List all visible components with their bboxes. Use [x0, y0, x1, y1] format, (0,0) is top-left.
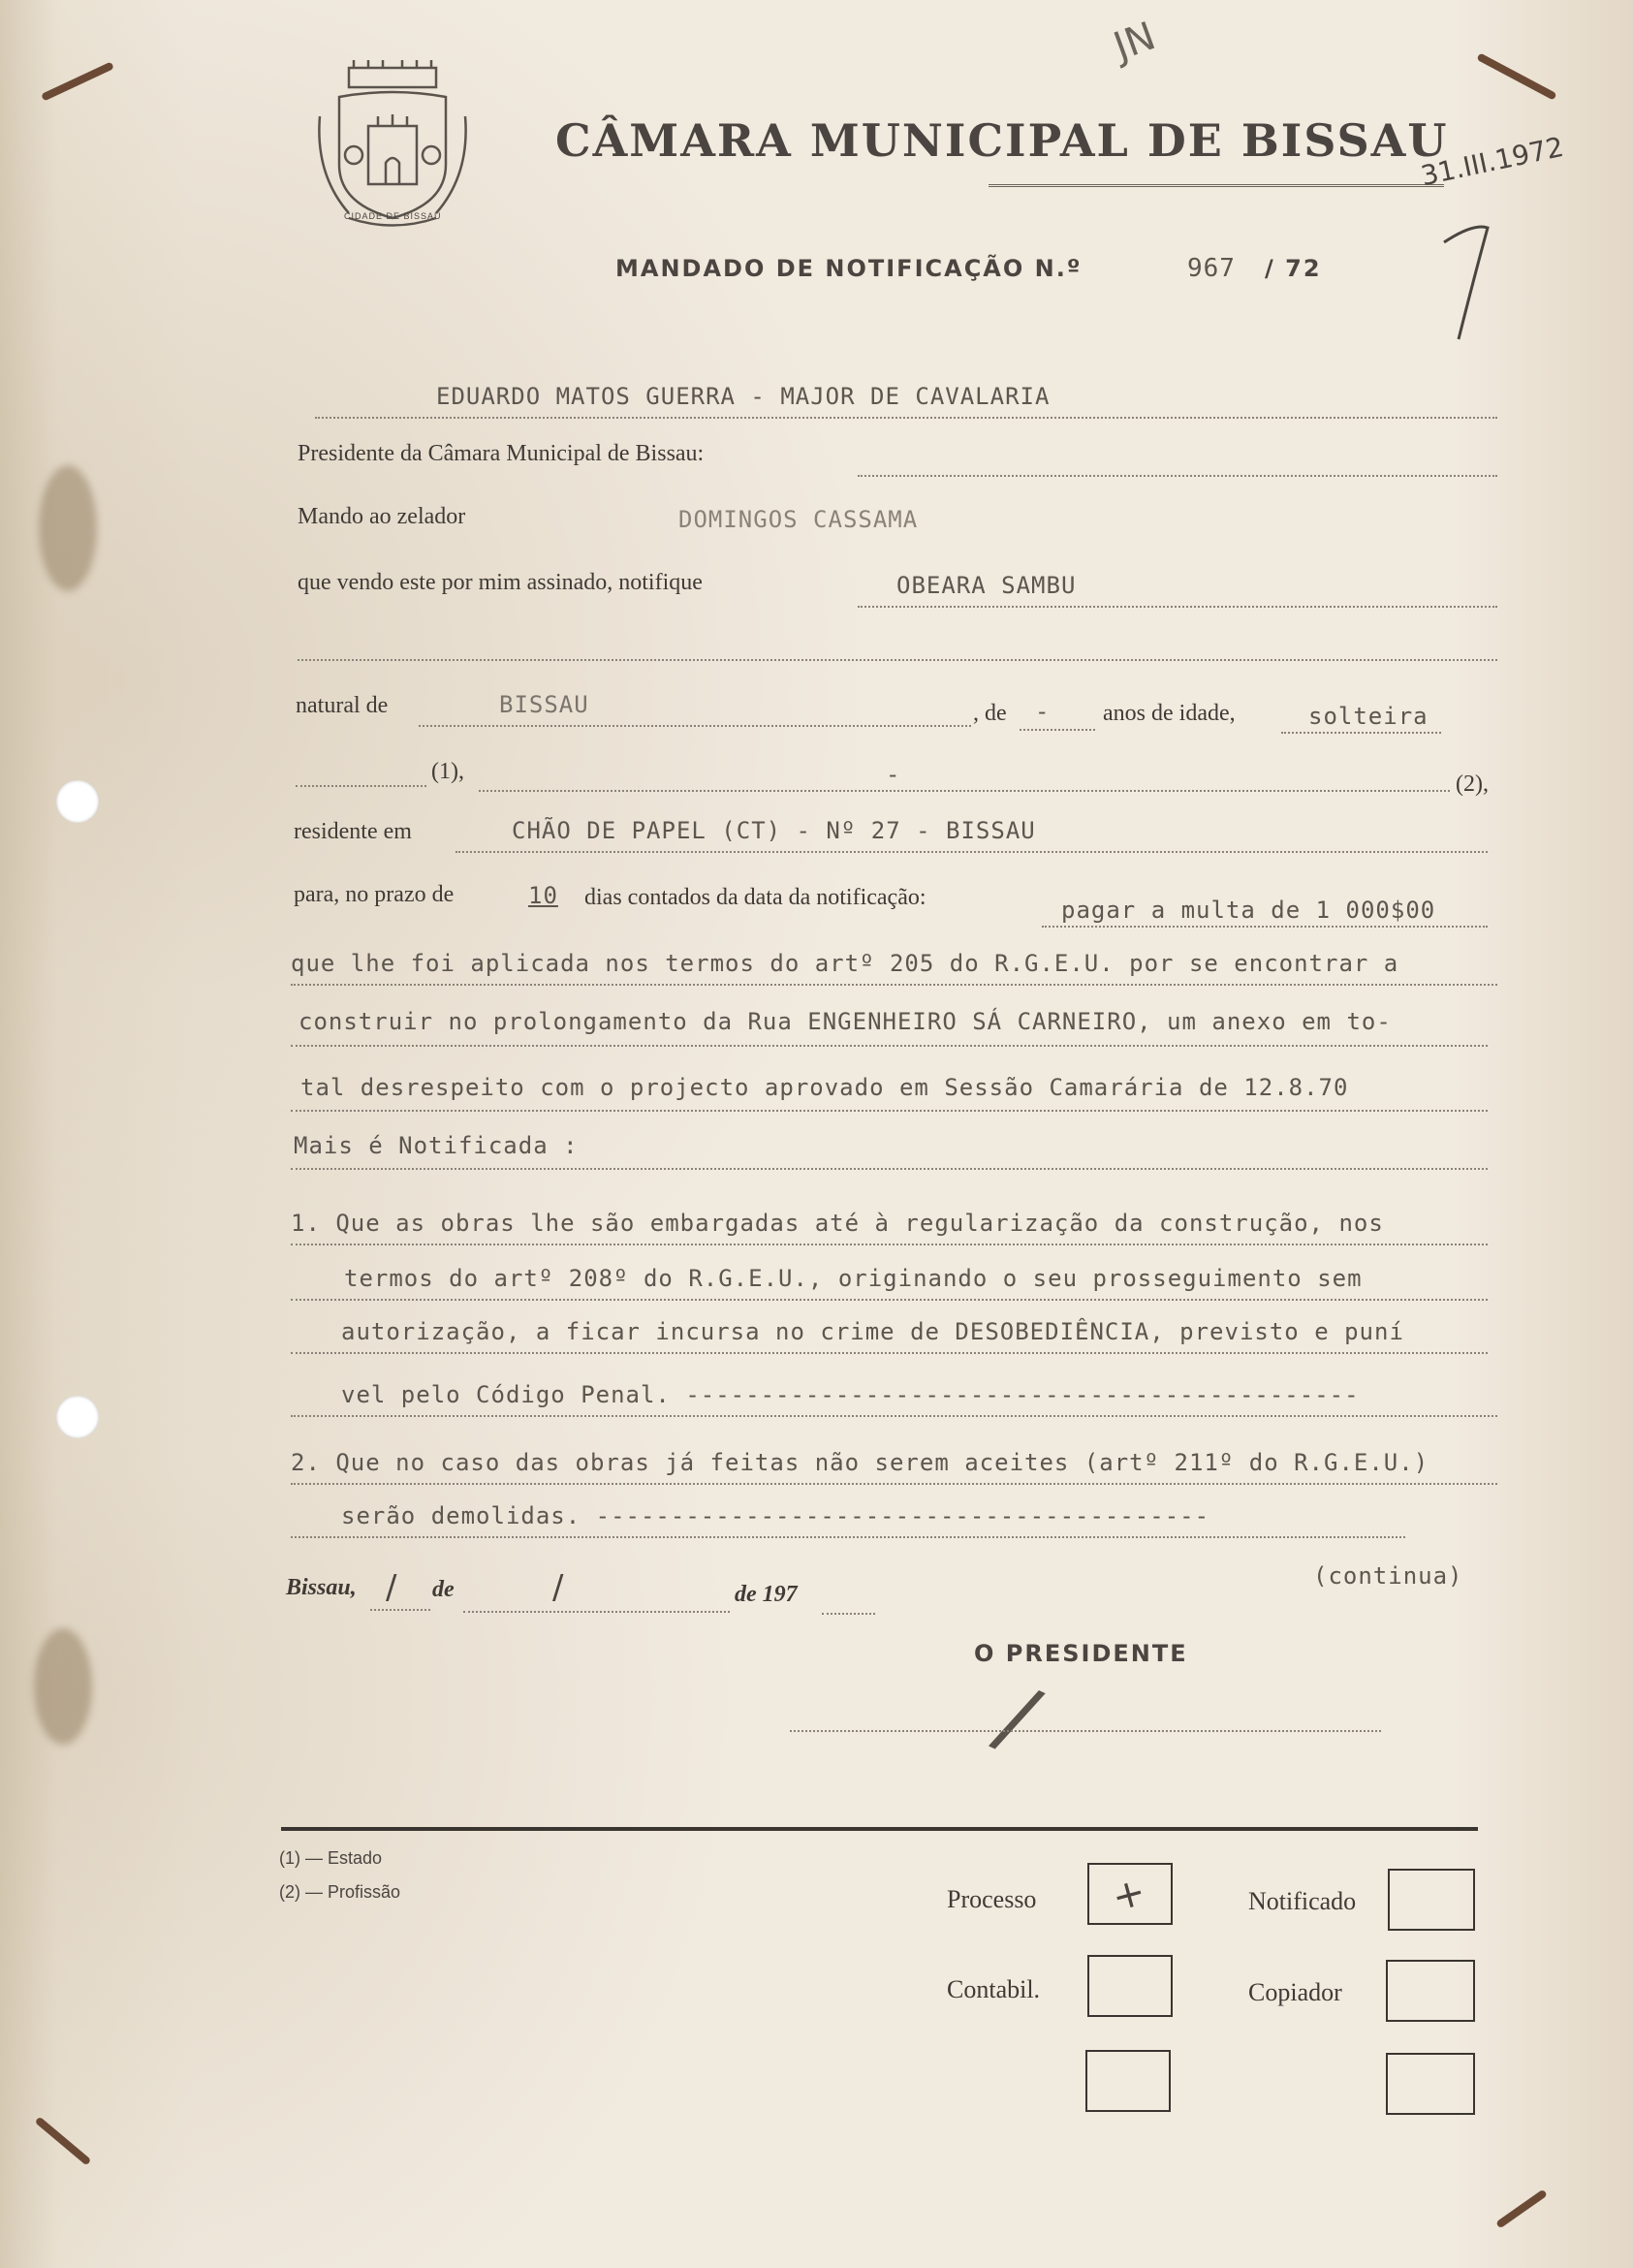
handwritten-mark-icon	[1434, 213, 1522, 349]
organization-name: CÂMARA MUNICIPAL DE BISSAU	[555, 114, 1449, 167]
profession-value: -	[886, 761, 901, 788]
day-mark: /	[386, 1568, 397, 1607]
blank-box	[1085, 2050, 1171, 2112]
fill-line	[291, 1483, 1497, 1485]
prazo-value: 10	[528, 882, 558, 909]
processo-mark: +	[1107, 1869, 1150, 1921]
signature-line	[790, 1730, 1381, 1732]
fill-line	[291, 984, 1497, 986]
body-text-line: vel pelo Código Penal. ---------------------------------------------	[341, 1381, 1360, 1408]
fill-line	[291, 1168, 1488, 1170]
body-text-line: construir no prolongamento da Rua ENGENHEIRO SÁ CARNEIRO, um anexo em to-	[298, 1008, 1392, 1035]
fill-line	[463, 1611, 730, 1613]
fill-line	[291, 1045, 1488, 1047]
fill-line	[291, 1415, 1497, 1417]
de-label-1: de	[432, 1577, 455, 1602]
fill-line	[291, 1536, 1405, 1538]
body-text-line: serão demolidas. -----------------------------------------	[341, 1502, 1210, 1529]
natural-label: natural de	[296, 693, 389, 718]
age-value: -	[1035, 698, 1051, 725]
fill-line	[822, 1613, 875, 1615]
president-name: EDUARDO MATOS GUERRA - MAJOR DE CAVALARIA	[436, 383, 1051, 410]
de-label: , de	[973, 701, 1007, 726]
stain-mark	[34, 1628, 92, 1745]
notificado-box	[1388, 1869, 1475, 1931]
punch-hole	[56, 1396, 99, 1438]
copiador-label: Copiador	[1248, 1978, 1342, 2006]
crest-motto: CIDADE DE BISSAU	[344, 211, 442, 221]
prazo-label: para, no prazo de	[294, 882, 455, 907]
president-label: Presidente da Câmara Municipal de Bissau:	[298, 441, 705, 466]
staple-mark	[1495, 2189, 1548, 2229]
body-text-line: que lhe foi aplicada nos termos do artº 205 do R.G.E.U. por se encontrar a	[291, 950, 1399, 977]
contabil-box	[1087, 1955, 1173, 2017]
fill-line	[858, 475, 1497, 477]
fill-line	[1020, 729, 1095, 731]
punch-hole	[56, 780, 99, 823]
stamp-date: 31.III.1972	[1418, 130, 1567, 193]
month-mark: /	[552, 1568, 564, 1607]
fill-line	[291, 1352, 1488, 1354]
fill-line	[1042, 926, 1488, 928]
body-text-line: tal desrespeito com o projecto aprovado em Sessão Camarária de 12.8.70	[300, 1074, 1349, 1101]
zelador-name: DOMINGOS CASSAMA	[678, 506, 919, 533]
legend-estado: (1) — Estado	[279, 1848, 383, 1868]
age-label: anos de idade,	[1103, 701, 1236, 726]
year-label: de 197	[735, 1582, 798, 1607]
stain-mark	[39, 465, 97, 591]
prazo-rest: dias contados da data da notificação:	[584, 885, 926, 910]
body-text-line: 2. Que no caso das obras já feitas não serem aceites (artº 211º do R.G.E.U.)	[291, 1449, 1429, 1476]
notice-year: / 72	[1265, 255, 1322, 282]
place-label: Bissau,	[286, 1575, 357, 1600]
estado-marker: (1),	[431, 759, 464, 784]
natural-value: BISSAU	[499, 691, 589, 718]
body-text-line: autorização, a ficar incursa no crime de DESOBEDIÊNCIA, previsto e puní	[341, 1318, 1404, 1345]
fill-line	[315, 417, 1497, 419]
contabil-label: Contabil.	[947, 1975, 1041, 2003]
prazo-action: pagar a multa de 1 000$00	[1061, 897, 1436, 924]
fill-line	[291, 1244, 1488, 1245]
margin-mark: JN	[1108, 14, 1162, 70]
notify-label: que vendo este por mim assinado, notifique	[298, 570, 703, 595]
legend-profissao: (2) — Profissão	[279, 1882, 401, 1902]
zelador-label: Mando ao zelador	[298, 504, 466, 529]
fill-line	[291, 1110, 1488, 1112]
body-text-line: 1. Que as obras lhe são embargadas até à regularização da construção, nos	[291, 1210, 1384, 1237]
notice-number: 967	[1187, 254, 1236, 283]
blank-box	[1386, 2053, 1475, 2115]
fill-line	[370, 1609, 430, 1611]
residente-value: CHÃO DE PAPEL (CT) - Nº 27 - BISSAU	[512, 817, 1036, 844]
staple-mark	[35, 2116, 92, 2165]
marital-value: solteira	[1308, 703, 1429, 730]
notificado-label: Notificado	[1248, 1887, 1357, 1915]
fill-line	[291, 1299, 1488, 1301]
fill-line	[858, 606, 1497, 608]
processo-box	[1087, 1863, 1173, 1925]
processo-label: Processo	[947, 1885, 1037, 1913]
fill-line	[455, 851, 1488, 853]
staple-mark	[41, 61, 114, 101]
copiador-box	[1386, 1960, 1475, 2022]
staple-mark	[1476, 52, 1556, 100]
continua-note: (continua)	[1313, 1562, 1463, 1590]
signature-mark: /	[983, 1665, 1053, 1771]
fill-line	[296, 785, 426, 787]
notice-title: MANDADO DE NOTIFICAÇÃO N.º	[615, 255, 1083, 282]
body-text-line: Mais é Notificada :	[294, 1132, 579, 1159]
fill-line	[479, 790, 1450, 792]
profissao-marker: (2),	[1456, 772, 1489, 797]
coat-of-arms-icon	[310, 58, 475, 233]
signature-title: O PRESIDENTE	[974, 1640, 1188, 1667]
fill-line	[1281, 732, 1441, 734]
fill-line	[298, 659, 1497, 661]
header-rule	[989, 184, 1444, 187]
residente-label: residente em	[294, 819, 412, 844]
fill-line	[419, 725, 971, 727]
footer-divider	[281, 1827, 1478, 1831]
notified-name: OBEARA SAMBU	[896, 572, 1077, 599]
body-text-line: termos do artº 208º do R.G.E.U., originando o seu prosseguimento sem	[344, 1265, 1363, 1292]
